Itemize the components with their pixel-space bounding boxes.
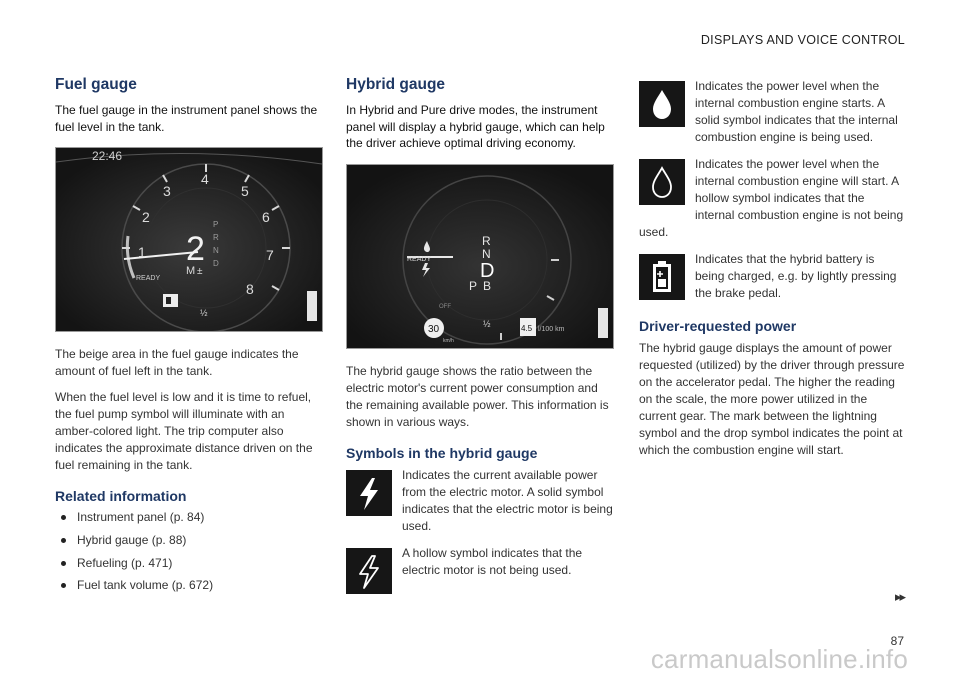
fuel-gauge-paragraph-2: When the fuel level is low and it is time to refuel, the fuel pump symbol will illuminate with an amber-colored light. The trip computer also indicates the approximate distance driven on the fuel remaining in the tank. xyxy=(55,390,313,473)
fuel-gauge-paragraph-1: The beige area in the fuel gauge indicates the amount of fuel left in the tank. xyxy=(55,347,299,379)
clock-text: 22:46 xyxy=(92,149,123,164)
hybrid-gear-r: R xyxy=(482,233,491,248)
hybrid-gauge-title: Hybrid gauge xyxy=(346,76,446,93)
hybrid-gauge-paragraph: The hybrid gauge shows the ratio between the electric motor's current power consumption and the remaining available power. This information is shown in various ways. xyxy=(346,363,609,429)
symbols-title: Symbols in the hybrid gauge xyxy=(346,444,538,461)
battery-charging-icon xyxy=(639,254,685,300)
gear-r: R xyxy=(213,233,219,243)
battery-description: Indicates that the hybrid battery is being charged, e.g. by lightly pressing the brake pedal. xyxy=(695,252,897,301)
gear-p: P xyxy=(213,220,219,230)
symbol-row-hollow-lightning xyxy=(346,545,614,598)
current-gear: 2 xyxy=(186,230,205,269)
fuel-half-mark: ½ xyxy=(200,308,208,319)
hollow-drop-icon xyxy=(639,159,685,205)
dial-number-1: 1 xyxy=(138,244,146,261)
gear-mode-shift: ± xyxy=(197,266,203,278)
figure-code-tag xyxy=(307,291,317,321)
hybrid-gear-p: P xyxy=(469,278,478,293)
ready-text: READY xyxy=(136,275,161,283)
dial-number-3: 3 xyxy=(163,183,171,200)
hybrid-off-text: OFF xyxy=(439,303,451,310)
hybrid-gear-n: N xyxy=(482,246,491,261)
symbol-row-battery xyxy=(639,251,907,304)
dial-number-6: 6 xyxy=(262,209,270,226)
solid-drop-description: Indicates the power level when the internal combustion engine starts. A solid symbol indicates that the internal combustion engine is being used. xyxy=(695,79,898,145)
link-instrument-panel[interactable]: Instrument panel (p. 84) xyxy=(55,510,323,526)
fuel-gauge-figure xyxy=(55,147,323,332)
symbols-column xyxy=(639,78,907,469)
solid-lightning-icon xyxy=(346,470,392,516)
consumption-value: 4.5 xyxy=(521,323,533,333)
hybrid-gauge-figure xyxy=(346,164,614,349)
fuel-gauge-intro: The fuel gauge in the instrument panel shows the fuel level in the tank. xyxy=(55,103,318,134)
gear-n: N xyxy=(213,246,219,256)
dial-number-7: 7 xyxy=(266,247,274,264)
speed-unit: km/h xyxy=(443,337,454,344)
hybrid-gauge-intro: In Hybrid and Pure drive modes, the instrument panel will display a hybrid gauge, which can help the driver achieve optimal driving economy. xyxy=(346,103,605,151)
hybrid-figure-code-tag xyxy=(598,308,608,338)
link-hybrid-gauge[interactable]: Hybrid gauge (p. 88) xyxy=(55,533,323,549)
related-links xyxy=(55,510,323,593)
related-information-title: Related information xyxy=(55,488,187,505)
hollow-drop-description: Indicates the power level when the internal combustion engine will start. A hollow symbol indicates that the internal combustion engine is not being used. xyxy=(639,157,904,240)
gear-mode: M xyxy=(186,265,196,278)
fuel-gauge-column xyxy=(55,76,323,601)
dial-number-8: 8 xyxy=(246,281,254,298)
dial-number-2: 2 xyxy=(142,209,150,226)
hollow-lightning-icon xyxy=(346,548,392,594)
section-header: DISPLAYS AND VOICE CONTROL xyxy=(700,33,905,47)
next-page-icon[interactable]: ▸▸ xyxy=(894,589,904,604)
symbol-row-solid-lightning xyxy=(346,467,614,535)
driver-requested-power-title: Driver-requested power xyxy=(639,318,797,335)
hybrid-gear-b: B xyxy=(483,278,492,293)
link-fuel-tank-volume[interactable]: Fuel tank volume (p. 672) xyxy=(55,578,323,594)
consumption-unit: l/100 km xyxy=(538,325,565,333)
fuel-gauge-dial xyxy=(56,148,322,331)
hybrid-gauge-dial xyxy=(347,165,613,348)
symbol-row-solid-drop xyxy=(639,78,907,146)
hybrid-gauge-column xyxy=(346,76,614,608)
symbol-row-hollow-drop xyxy=(639,156,907,241)
link-refueling[interactable]: Refueling (p. 471) xyxy=(55,556,323,572)
solid-lightning-description: Indicates the current available power from the electric motor. A solid symbol indicates that the electric motor is being used. xyxy=(402,467,613,533)
gear-d: D xyxy=(213,259,219,269)
page-number: 87 xyxy=(890,634,904,648)
driver-requested-power-paragraph: The hybrid gauge displays the amount of power requested (utilized) by the driver through pressure on the accelerator pedal. The higher the reading on the scale, the more power utilized in the current gear. The mark between the lightning symbol and the drop symbol indicates the point at which the combustion engine will start. xyxy=(639,341,905,458)
hybrid-half-mark: ½ xyxy=(483,318,491,329)
site-watermark: carmanualsonline.info xyxy=(650,644,908,674)
solid-drop-icon xyxy=(639,81,685,127)
dial-number-5: 5 xyxy=(241,183,249,200)
hybrid-ready-text: READY xyxy=(407,255,432,263)
dial-number-4: 4 xyxy=(201,171,209,188)
hollow-lightning-description: A hollow symbol indicates that the electric motor is not being used. xyxy=(402,545,583,577)
fuel-gauge-title: Fuel gauge xyxy=(55,76,137,93)
hybrid-gear-d: D xyxy=(480,259,495,282)
speed-value: 30 xyxy=(428,323,440,335)
